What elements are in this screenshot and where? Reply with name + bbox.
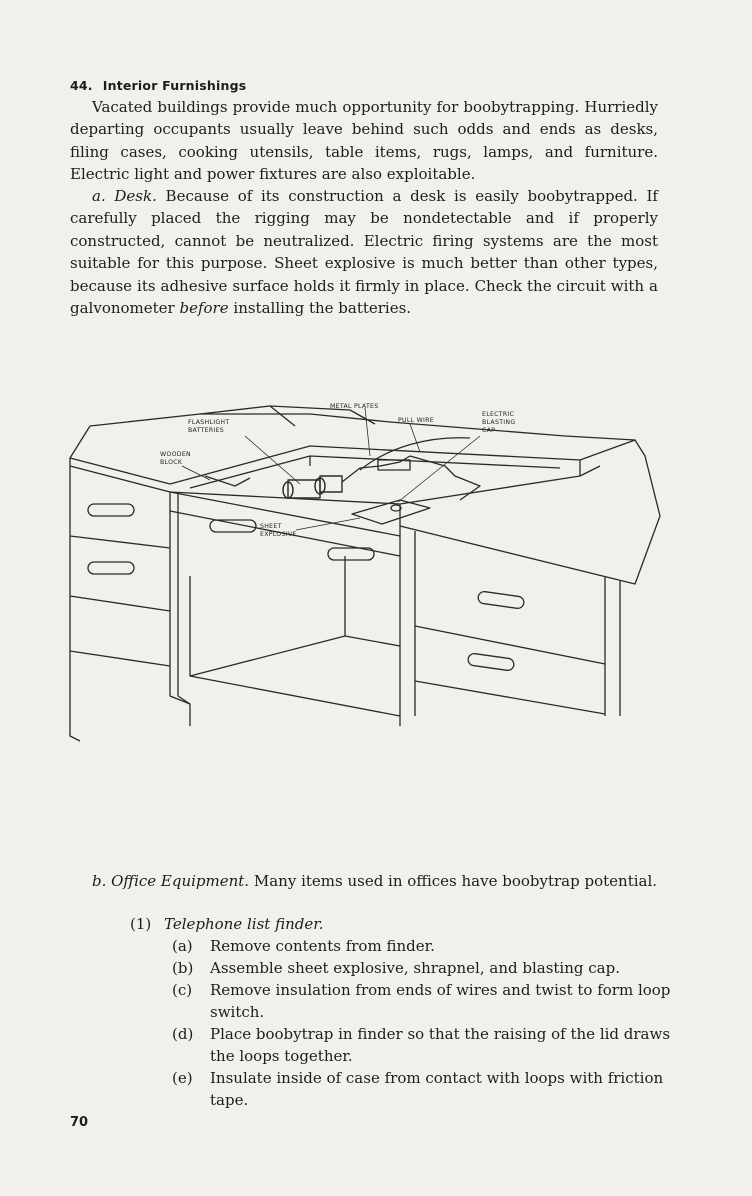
list-item bbox=[172, 1068, 672, 1111]
desk-label: a. Desk. bbox=[92, 187, 157, 205]
desk-top-left-edge bbox=[70, 426, 170, 484]
label-electric: ELECTRIC bbox=[482, 411, 515, 418]
section-number: 44. bbox=[70, 78, 93, 93]
drawer-handle bbox=[88, 504, 134, 516]
list-item-text: Remove insulation from ends of wires and twist to form loop switch. bbox=[210, 981, 671, 1021]
section-heading bbox=[70, 78, 246, 93]
list-item-tag: (b) bbox=[172, 959, 194, 977]
label-sheet: SHEET bbox=[260, 523, 282, 530]
drawer-opening bbox=[170, 446, 580, 504]
list-item bbox=[172, 958, 672, 980]
page-number: 70 bbox=[70, 1115, 89, 1130]
label-batteries: BATTERIES bbox=[188, 427, 225, 434]
label-blasting: BLASTING bbox=[482, 419, 516, 426]
label-cap: CAP bbox=[482, 427, 496, 434]
intro-paragraph: Vacated buildings provide much opportunity for boobytrapping. Hurriedly departing occupants usually leave behind such odds and ends as desks, filing cases, cooking utensils, table items, rugs, lamps, and furniture. Electric light and power fixtures are also exploitable. bbox=[70, 98, 658, 184]
drawer-handle bbox=[467, 653, 514, 671]
office-label: b. Office Equipment. bbox=[92, 872, 250, 890]
label-pull-wire: PULL WIRE bbox=[398, 417, 434, 424]
desk-text-after: installing the batteries. bbox=[233, 299, 412, 318]
drawer-handle bbox=[477, 591, 524, 609]
list-item-tag: (c) bbox=[172, 981, 193, 999]
list-item-tag: (a) bbox=[172, 937, 193, 955]
desk-top-outline bbox=[90, 414, 635, 440]
office-text: Many items used in offices have boobytrap potential. bbox=[253, 872, 658, 890]
desk-emphasis: before bbox=[179, 299, 229, 318]
list-item-tag: (e) bbox=[172, 1069, 193, 1087]
desk-text-before: Because of its construction a desk is easily boobytrapped. If carefully placed the rigging may be nondetectable and if properly constructed, cannot be neutralized. Electric firing systems are the most suitable for this purpose. Sheet explosive is much better than other types, because its adhesive surface holds it firmly in place. Check the circuit with a galvonometer bbox=[70, 187, 658, 318]
label-flashlight: FLASHLIGHT bbox=[188, 419, 230, 426]
left-pedestal bbox=[70, 466, 80, 741]
list-item-tag: (d) bbox=[172, 1025, 194, 1043]
label-metal-plates: METAL PLATES bbox=[330, 403, 379, 410]
list-item bbox=[172, 936, 672, 958]
office-paragraph bbox=[70, 870, 658, 892]
label-block: BLOCK bbox=[160, 459, 183, 466]
list-item bbox=[172, 980, 672, 1023]
list-item-text: Remove contents from finder. bbox=[210, 937, 435, 955]
section-title: Interior Furnishings bbox=[102, 78, 247, 93]
subsection-tag: (1) bbox=[130, 915, 152, 933]
list-item-text: Place boobytrap in finder so that the raising of the lid draws the loops together. bbox=[210, 1025, 671, 1065]
list-item-text: Assemble sheet explosive, shrapnel, and blasting cap. bbox=[210, 959, 620, 977]
desk-boobytrap-illustration bbox=[60, 396, 680, 756]
label-wooden: WOODEN bbox=[160, 451, 191, 458]
list-item bbox=[172, 1024, 672, 1067]
list-item-text: Insulate inside of case from contact with loops with friction tape. bbox=[210, 1069, 664, 1109]
subsection-title: Telephone list finder. bbox=[164, 915, 324, 933]
desk-paragraph bbox=[70, 185, 658, 319]
label-explosive: EXPLOSIVE bbox=[260, 531, 297, 538]
flashlight-batteries-icon bbox=[283, 476, 342, 498]
subsection-heading bbox=[130, 914, 324, 936]
drawer-handle bbox=[88, 562, 134, 574]
